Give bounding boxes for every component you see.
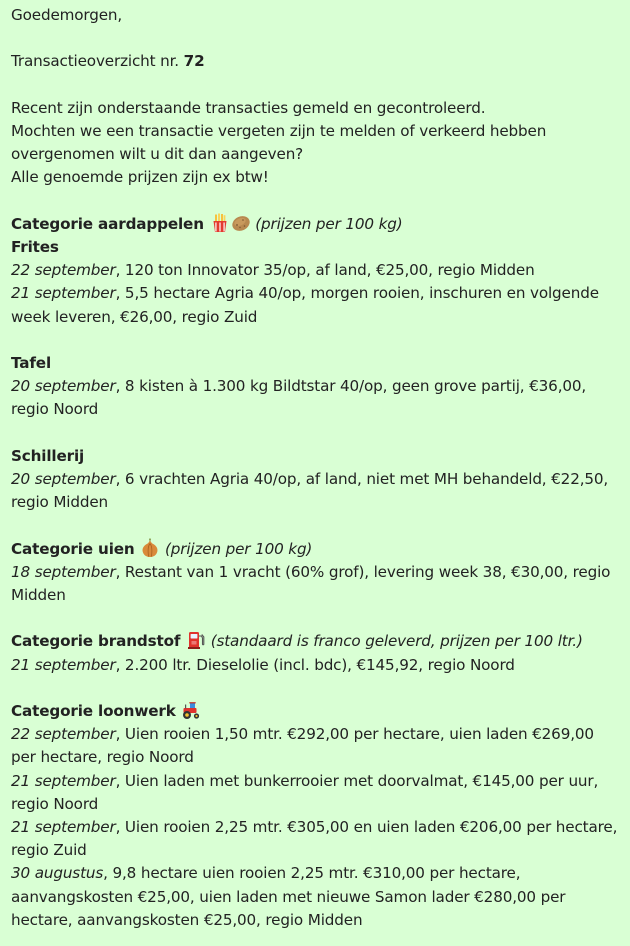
- transaction-text: , 6 vrachten Agria 40/op, af land, niet met MH behandeld, €22,50, regio Midden: [11, 469, 609, 512]
- spacer: [11, 607, 620, 630]
- category-title: Categorie aardappelen: [11, 214, 204, 233]
- transaction-item: [11, 770, 620, 816]
- category-note: (standaard is franco geleverd, prijzen per 100 ltr.): [210, 632, 583, 651]
- transaction-date: 18 september: [11, 562, 116, 581]
- spacer: [11, 190, 620, 213]
- spacer: [11, 27, 620, 50]
- transaction-date: 21 september: [11, 771, 116, 790]
- overview-line: [11, 50, 620, 73]
- intro-line-3: Alle genoemde prijzen zijn ex btw!: [11, 168, 269, 187]
- onion-icon: [140, 538, 160, 558]
- transaction-item: [11, 862, 620, 932]
- transaction-text: , 5,5 hectare Agria 40/op, morgen rooien, inschuren en volgende week leveren, €26,00, regio Zuid: [11, 284, 599, 326]
- potato-icon: [231, 213, 251, 233]
- category-title: Categorie brandstof: [11, 632, 181, 651]
- greeting: Goedemorgen,: [11, 6, 123, 24]
- transaction-date: 22 september: [11, 725, 116, 744]
- transaction-item: [11, 259, 620, 282]
- subcategory-schillerij-title: Schillerij: [11, 446, 85, 465]
- transaction-text: , Restant van 1 vracht (60% grof), levering week 38, €30,00, regio Midden: [11, 562, 611, 604]
- transaction-item: [11, 282, 620, 328]
- transaction-item: [11, 654, 620, 677]
- transaction-date: 21 september: [11, 655, 116, 674]
- category-note: (prijzen per 100 kg): [164, 539, 313, 558]
- fries-icon: [210, 213, 230, 233]
- transaction-date: 21 september: [11, 817, 116, 836]
- overview-number: 72: [183, 52, 205, 71]
- tractor-icon: [181, 700, 201, 720]
- overview-label: Transactieoverzicht nr.: [11, 52, 179, 71]
- spacer: [11, 514, 620, 537]
- transaction-date: 22 september: [11, 261, 116, 280]
- category-title: Categorie uien: [11, 539, 135, 558]
- transaction-date: 20 september: [11, 469, 116, 488]
- spacer: [11, 329, 620, 352]
- transaction-date: 20 september: [11, 377, 116, 396]
- transaction-text: , 2.200 ltr. Dieselolie (incl. bdc), €145,92, regio Noord: [115, 655, 515, 674]
- category-loonwerk-heading: [11, 700, 620, 723]
- spacer: [11, 74, 620, 97]
- transaction-item: [11, 723, 620, 769]
- transaction-item: [11, 468, 620, 514]
- spacer: [11, 422, 620, 445]
- category-uien-heading: [11, 538, 620, 561]
- category-note: (prijzen per 100 kg): [255, 214, 403, 233]
- transaction-date: 21 september: [11, 284, 116, 303]
- transaction-date: 30 augustus: [11, 864, 104, 883]
- category-brandstof-heading: [11, 630, 620, 653]
- subcategory-frites-title: Frites: [11, 237, 59, 256]
- spacer: [11, 677, 620, 700]
- transaction-text: , 8 kisten à 1.300 kg Bildtstar 40/op, geen grove partij, €36,00, regio Noord: [11, 377, 587, 419]
- transaction-text: , Uien laden met bunkerrooier met doorvalmat, €145,00 per uur, regio Noord: [11, 771, 599, 813]
- transaction-text: , 9,8 hectare uien rooien 2,25 mtr. €310,00 per hectare, aanvangskosten €25,00, uien laden met nieuwe Samon lader €280,00 per hectare, aanvangskosten €25,00, regio Midden: [11, 864, 566, 929]
- fuel-pump-icon: [186, 630, 206, 650]
- transaction-text: , Uien rooien 2,25 mtr. €305,00 en uien laden €206,00 per hectare, regio Zuid: [11, 817, 618, 860]
- intro-line-1: Recent zijn onderstaande transacties gemeld en gecontroleerd.: [11, 98, 486, 117]
- category-aardappelen-heading: [11, 213, 620, 236]
- category-title: Categorie loonwerk: [11, 701, 176, 720]
- transaction-item: [11, 375, 620, 421]
- intro-line-2: Mochten we een transactie vergeten zijn te melden of verkeerd hebben overgenomen wilt u dit dan aangeven?: [11, 121, 547, 164]
- transaction-text: , 120 ton Innovator 35/op, af land, €25,00, regio Midden: [115, 261, 535, 280]
- transaction-item: [11, 816, 620, 862]
- transaction-text: , Uien rooien 1,50 mtr. €292,00 per hectare, uien laden €269,00 per hectare, regio Noord: [11, 725, 594, 767]
- transaction-item: [11, 561, 620, 607]
- subcategory-tafel-title: Tafel: [11, 353, 52, 372]
